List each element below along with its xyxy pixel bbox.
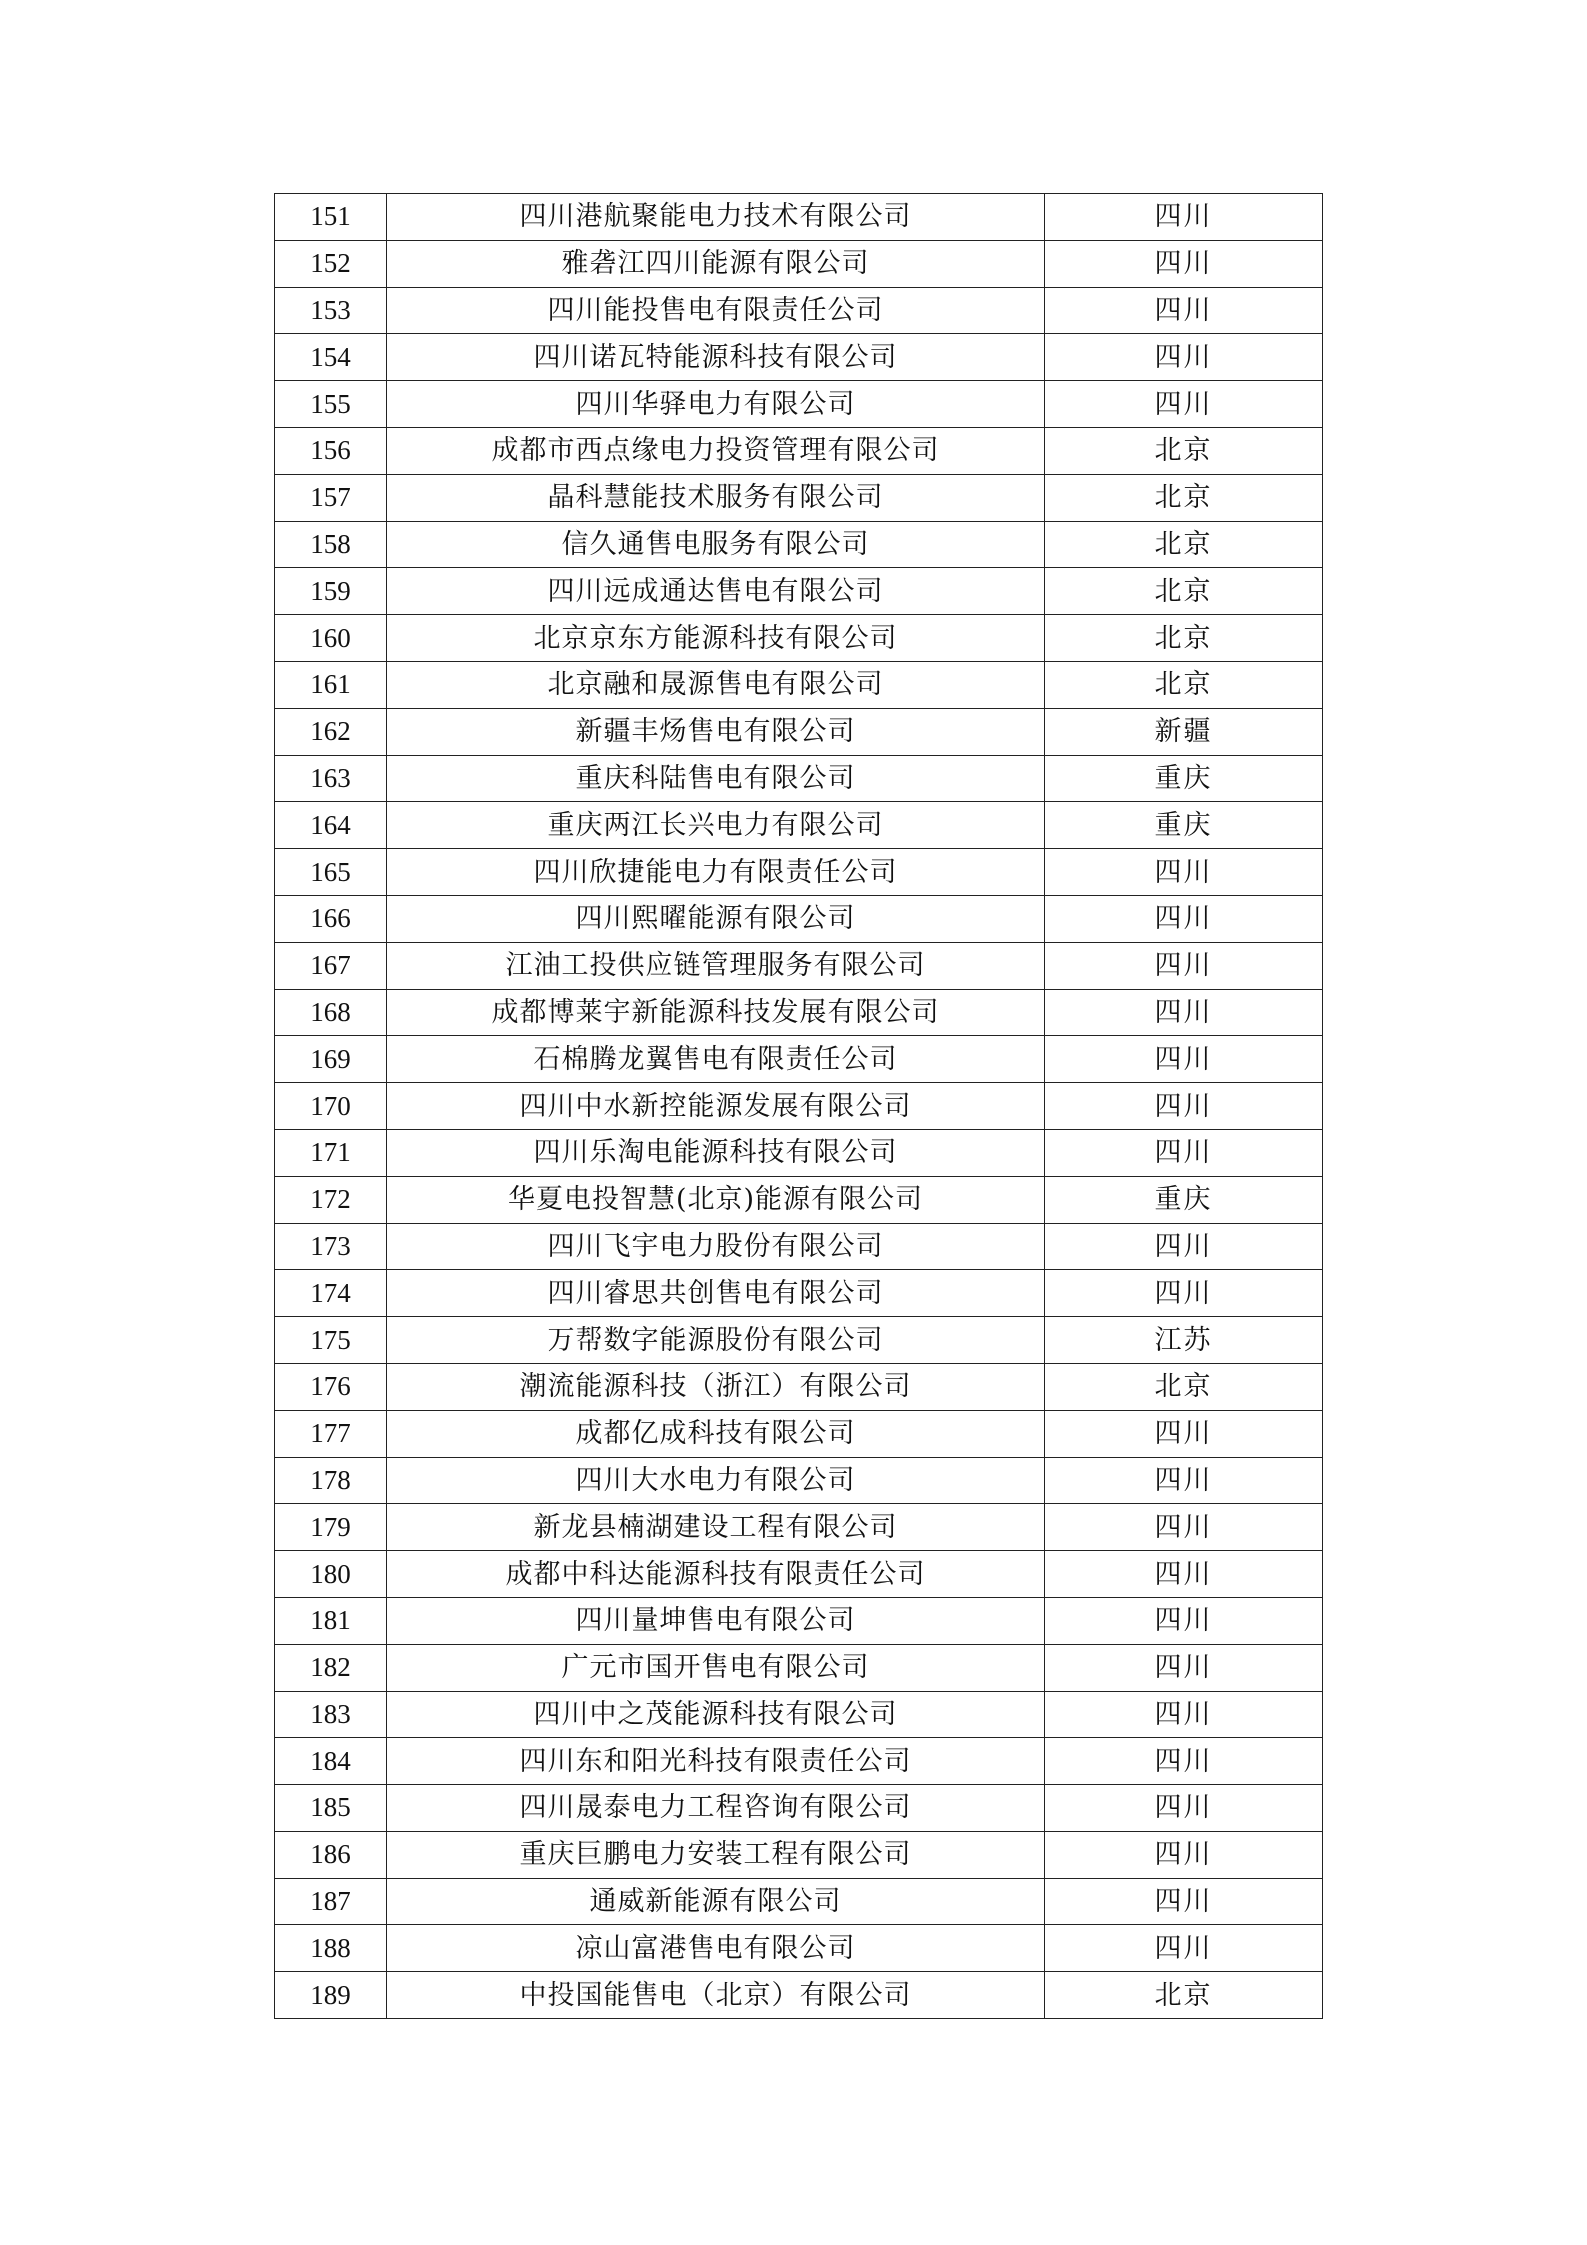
table-row <box>275 1270 1323 1317</box>
row-number-cell: 162 <box>275 708 387 755</box>
row-number-cell: 174 <box>275 1270 387 1317</box>
company-name-cell: 华夏电投智慧(北京)能源有限公司 <box>387 1176 1045 1223</box>
row-number-cell: 172 <box>275 1176 387 1223</box>
table-row <box>275 802 1323 849</box>
row-number-cell: 181 <box>275 1597 387 1644</box>
row-number-cell: 155 <box>275 381 387 428</box>
company-name-cell: 四川乐淘电能源科技有限公司 <box>387 1129 1045 1176</box>
row-number-cell: 180 <box>275 1551 387 1598</box>
region-cell: 四川 <box>1045 1925 1323 1972</box>
region-cell: 四川 <box>1045 194 1323 241</box>
row-number-cell: 166 <box>275 895 387 942</box>
table-row <box>275 1176 1323 1223</box>
table-row <box>275 1785 1323 1832</box>
company-name-cell: 四川睿思共创售电有限公司 <box>387 1270 1045 1317</box>
table-row <box>275 708 1323 755</box>
region-cell: 北京 <box>1045 615 1323 662</box>
table-row <box>275 1972 1323 2019</box>
row-number-cell: 185 <box>275 1785 387 1832</box>
region-cell: 四川 <box>1045 287 1323 334</box>
row-number-cell: 189 <box>275 1972 387 2019</box>
region-cell: 四川 <box>1045 1831 1323 1878</box>
company-name-cell: 成都市西点缘电力投资管理有限公司 <box>387 427 1045 474</box>
row-number-cell: 165 <box>275 849 387 896</box>
company-name-cell: 四川中水新控能源发展有限公司 <box>387 1083 1045 1130</box>
region-cell: 四川 <box>1045 381 1323 428</box>
company-name-cell: 江油工投供应链管理服务有限公司 <box>387 942 1045 989</box>
region-cell: 四川 <box>1045 1644 1323 1691</box>
company-name-cell: 通威新能源有限公司 <box>387 1878 1045 1925</box>
table-row <box>275 1083 1323 1130</box>
company-name-cell: 新龙县楠湖建设工程有限公司 <box>387 1504 1045 1551</box>
row-number-cell: 158 <box>275 521 387 568</box>
row-number-cell: 153 <box>275 287 387 334</box>
row-number-cell: 176 <box>275 1363 387 1410</box>
row-number-cell: 170 <box>275 1083 387 1130</box>
region-cell: 四川 <box>1045 1129 1323 1176</box>
table-row <box>275 1129 1323 1176</box>
company-name-cell: 潮流能源科技（浙江）有限公司 <box>387 1363 1045 1410</box>
table-row <box>275 849 1323 896</box>
company-name-cell: 重庆两江长兴电力有限公司 <box>387 802 1045 849</box>
table-row <box>275 1457 1323 1504</box>
table-row <box>275 661 1323 708</box>
row-number-cell: 151 <box>275 194 387 241</box>
company-name-cell: 四川飞宇电力股份有限公司 <box>387 1223 1045 1270</box>
region-cell: 重庆 <box>1045 1176 1323 1223</box>
company-name-cell: 四川晟泰电力工程咨询有限公司 <box>387 1785 1045 1832</box>
region-cell: 江苏 <box>1045 1317 1323 1364</box>
region-cell: 四川 <box>1045 1597 1323 1644</box>
company-name-cell: 万帮数字能源股份有限公司 <box>387 1317 1045 1364</box>
region-cell: 四川 <box>1045 1504 1323 1551</box>
company-name-cell: 石棉腾龙翼售电有限责任公司 <box>387 1036 1045 1083</box>
company-name-cell: 信久通售电服务有限公司 <box>387 521 1045 568</box>
company-name-cell: 成都中科达能源科技有限责任公司 <box>387 1551 1045 1598</box>
region-cell: 四川 <box>1045 989 1323 1036</box>
region-cell: 四川 <box>1045 1878 1323 1925</box>
region-cell: 四川 <box>1045 849 1323 896</box>
table-row <box>275 1317 1323 1364</box>
row-number-cell: 188 <box>275 1925 387 1972</box>
region-cell: 四川 <box>1045 1036 1323 1083</box>
region-cell: 四川 <box>1045 942 1323 989</box>
row-number-cell: 156 <box>275 427 387 474</box>
table-row <box>275 240 1323 287</box>
table-row <box>275 1925 1323 1972</box>
company-name-cell: 四川欣捷能电力有限责任公司 <box>387 849 1045 896</box>
table-row <box>275 1504 1323 1551</box>
table-row <box>275 1551 1323 1598</box>
row-number-cell: 171 <box>275 1129 387 1176</box>
table-row <box>275 474 1323 521</box>
row-number-cell: 187 <box>275 1878 387 1925</box>
table-row <box>275 334 1323 381</box>
region-cell: 北京 <box>1045 521 1323 568</box>
company-name-cell: 四川诺瓦特能源科技有限公司 <box>387 334 1045 381</box>
row-number-cell: 186 <box>275 1831 387 1878</box>
table-row <box>275 895 1323 942</box>
region-cell: 北京 <box>1045 427 1323 474</box>
row-number-cell: 169 <box>275 1036 387 1083</box>
company-name-cell: 四川量坤售电有限公司 <box>387 1597 1045 1644</box>
table-row <box>275 521 1323 568</box>
region-cell: 四川 <box>1045 1738 1323 1785</box>
region-cell: 四川 <box>1045 240 1323 287</box>
row-number-cell: 177 <box>275 1410 387 1457</box>
region-cell: 新疆 <box>1045 708 1323 755</box>
table-row <box>275 1738 1323 1785</box>
region-cell: 重庆 <box>1045 802 1323 849</box>
company-name-cell: 成都亿成科技有限公司 <box>387 1410 1045 1457</box>
table-row <box>275 615 1323 662</box>
company-name-cell: 四川港航聚能电力技术有限公司 <box>387 194 1045 241</box>
table-row <box>275 381 1323 428</box>
row-number-cell: 163 <box>275 755 387 802</box>
company-name-cell: 中投国能售电（北京）有限公司 <box>387 1972 1045 2019</box>
row-number-cell: 184 <box>275 1738 387 1785</box>
row-number-cell: 173 <box>275 1223 387 1270</box>
row-number-cell: 161 <box>275 661 387 708</box>
table-row <box>275 1363 1323 1410</box>
row-number-cell: 157 <box>275 474 387 521</box>
company-name-cell: 雅砻江四川能源有限公司 <box>387 240 1045 287</box>
company-name-cell: 新疆丰炀售电有限公司 <box>387 708 1045 755</box>
region-cell: 重庆 <box>1045 755 1323 802</box>
company-name-cell: 重庆科陆售电有限公司 <box>387 755 1045 802</box>
row-number-cell: 183 <box>275 1691 387 1738</box>
table-row <box>275 568 1323 615</box>
company-table <box>274 193 1323 2019</box>
company-name-cell: 四川中之茂能源科技有限公司 <box>387 1691 1045 1738</box>
company-name-cell: 四川熙曜能源有限公司 <box>387 895 1045 942</box>
region-cell: 四川 <box>1045 1457 1323 1504</box>
region-cell: 四川 <box>1045 1551 1323 1598</box>
row-number-cell: 152 <box>275 240 387 287</box>
table-row <box>275 1831 1323 1878</box>
region-cell: 四川 <box>1045 334 1323 381</box>
company-name-cell: 北京京东方能源科技有限公司 <box>387 615 1045 662</box>
company-name-cell: 四川能投售电有限责任公司 <box>387 287 1045 334</box>
table-row <box>275 1410 1323 1457</box>
region-cell: 四川 <box>1045 1223 1323 1270</box>
region-cell: 四川 <box>1045 1691 1323 1738</box>
region-cell: 北京 <box>1045 661 1323 708</box>
region-cell: 四川 <box>1045 1083 1323 1130</box>
table-row <box>275 287 1323 334</box>
region-cell: 北京 <box>1045 474 1323 521</box>
row-number-cell: 179 <box>275 1504 387 1551</box>
table-row <box>275 1223 1323 1270</box>
row-number-cell: 159 <box>275 568 387 615</box>
region-cell: 四川 <box>1045 1270 1323 1317</box>
region-cell: 北京 <box>1045 1363 1323 1410</box>
table-row <box>275 1691 1323 1738</box>
company-name-cell: 四川远成通达售电有限公司 <box>387 568 1045 615</box>
company-name-cell: 广元市国开售电有限公司 <box>387 1644 1045 1691</box>
table-body <box>275 194 1323 2019</box>
row-number-cell: 154 <box>275 334 387 381</box>
table-row <box>275 1644 1323 1691</box>
company-name-cell: 重庆巨鹏电力安装工程有限公司 <box>387 1831 1045 1878</box>
region-cell: 四川 <box>1045 1410 1323 1457</box>
table-row <box>275 989 1323 1036</box>
table-row <box>275 942 1323 989</box>
company-name-cell: 四川华驿电力有限公司 <box>387 381 1045 428</box>
row-number-cell: 168 <box>275 989 387 1036</box>
table-row <box>275 1597 1323 1644</box>
table-row <box>275 427 1323 474</box>
table-row <box>275 1878 1323 1925</box>
table-row <box>275 194 1323 241</box>
region-cell: 四川 <box>1045 895 1323 942</box>
row-number-cell: 160 <box>275 615 387 662</box>
company-name-cell: 北京融和晟源售电有限公司 <box>387 661 1045 708</box>
company-name-cell: 凉山富港售电有限公司 <box>387 1925 1045 1972</box>
company-name-cell: 四川东和阳光科技有限责任公司 <box>387 1738 1045 1785</box>
table-row <box>275 755 1323 802</box>
table-row <box>275 1036 1323 1083</box>
region-cell: 四川 <box>1045 1785 1323 1832</box>
row-number-cell: 167 <box>275 942 387 989</box>
company-name-cell: 四川大水电力有限公司 <box>387 1457 1045 1504</box>
row-number-cell: 182 <box>275 1644 387 1691</box>
region-cell: 北京 <box>1045 568 1323 615</box>
company-name-cell: 成都博莱宇新能源科技发展有限公司 <box>387 989 1045 1036</box>
company-name-cell: 晶科慧能技术服务有限公司 <box>387 474 1045 521</box>
row-number-cell: 175 <box>275 1317 387 1364</box>
row-number-cell: 164 <box>275 802 387 849</box>
row-number-cell: 178 <box>275 1457 387 1504</box>
region-cell: 北京 <box>1045 1972 1323 2019</box>
